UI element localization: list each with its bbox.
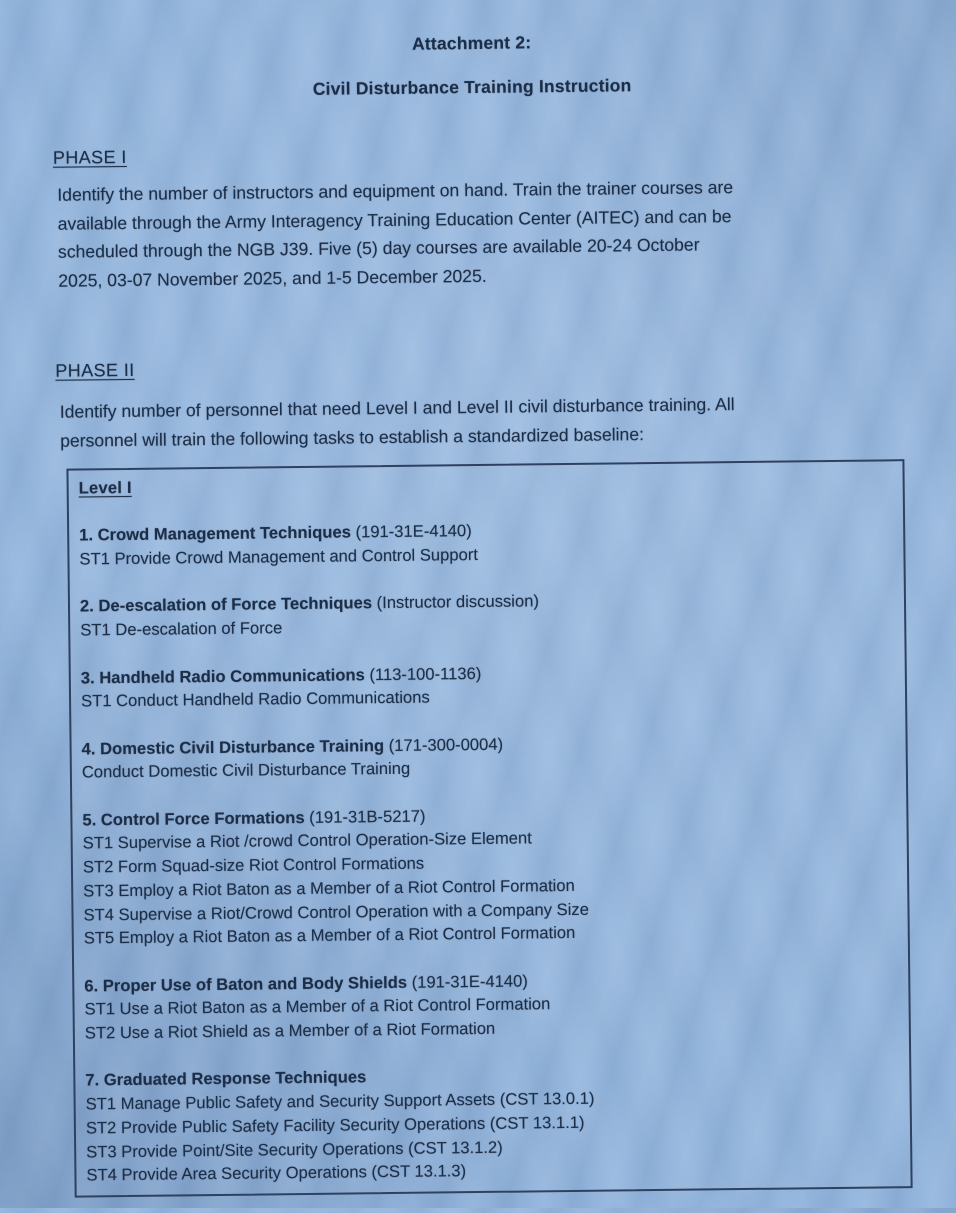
- training-item: [81, 657, 895, 714]
- paragraph-line: Identify the number of instructors and equipment on hand. Train the trainer courses are: [57, 171, 917, 209]
- training-item: [82, 799, 898, 950]
- item-title: 3. Handheld Radio Communications: [81, 665, 365, 687]
- item-title: 6. Proper Use of Baton and Body Shields: [84, 973, 407, 996]
- item-title: 1. Crowd Management Techniques: [79, 523, 351, 545]
- phase-1-paragraph: [57, 171, 918, 295]
- item-code: (191-31B-5217): [309, 806, 425, 826]
- item-code: (113-100-1136): [369, 664, 481, 684]
- task-line: ST3 Provide Point/Site Security Operations (CST 13.1.2): [86, 1131, 900, 1164]
- level-1-heading: Level I: [79, 467, 893, 500]
- item-code: (171-300-0004): [389, 734, 504, 754]
- paragraph-line: scheduled through the NGB J39. Five (5) day courses are available 20-24 October: [58, 228, 918, 266]
- item-title: 2. De-escalation of Force Techniques: [80, 594, 372, 616]
- item-code: (191-31E-4140): [355, 521, 471, 541]
- phase-2-heading: PHASE II: [55, 360, 134, 382]
- paragraph-line: personnel will train the following tasks to establish a standardized baseline:: [60, 417, 920, 455]
- paragraph-line: 2025, 03-07 November 2025, and 1-5 December 2025.: [58, 257, 918, 295]
- task-line: ST1 Use a Riot Baton as a Member of a Riot Control Formation: [84, 989, 898, 1022]
- task-line: ST1 Provide Crowd Management and Control Support: [79, 538, 893, 571]
- phase-1-heading: PHASE I: [53, 147, 127, 169]
- task-line: ST1 Manage Public Safety and Security Support Assets (CST 13.0.1): [86, 1083, 900, 1116]
- task-line: ST1 Supervise a Riot /crowd Control Operation-Size Element: [83, 823, 897, 856]
- task-line: ST4 Provide Area Security Operations (CST 13.1.3): [86, 1155, 900, 1188]
- training-item: [85, 1060, 900, 1188]
- paragraph-line: Identify number of personnel that need Level I and Level II civil disturbance training. All: [60, 388, 920, 426]
- item-title: 5. Control Force Formations: [82, 808, 304, 830]
- item-code: (191-31E-4140): [412, 971, 528, 991]
- task-line: ST3 Employ a Riot Baton as a Member of a Riot Control Formation: [83, 870, 897, 903]
- training-item: [79, 515, 893, 572]
- task-line: ST5 Employ a Riot Baton as a Member of a Riot Control Formation: [84, 918, 898, 951]
- task-line: ST2 Form Squad-size Riot Control Formations: [83, 846, 897, 879]
- phase-2-paragraph: [60, 388, 921, 455]
- item-title: 7. Graduated Response Techniques: [85, 1068, 366, 1090]
- training-item: [81, 728, 895, 785]
- document-title: Civil Disturbance Training Instruction: [0, 72, 950, 104]
- task-line: ST1 De-escalation of Force: [80, 609, 894, 642]
- training-item: [80, 586, 894, 643]
- task-line: Conduct Domestic Civil Disturbance Training: [82, 752, 896, 785]
- task-line: ST2 Use a Riot Shield as a Member of a Riot Formation: [85, 1012, 899, 1045]
- item-title: 4. Domestic Civil Disturbance Training: [82, 736, 385, 758]
- attachment-label: Attachment 2:: [0, 28, 950, 60]
- training-item: [84, 965, 899, 1045]
- task-line: ST1 Conduct Handheld Radio Communications: [81, 681, 895, 714]
- task-line: ST4 Supervise a Riot/Crowd Control Operation with a Company Size: [83, 894, 897, 927]
- task-line: ST2 Provide Public Safety Facility Security Operations (CST 13.1.1): [86, 1107, 900, 1140]
- item-code: (Instructor discussion): [377, 592, 540, 613]
- paragraph-line: available through the Army Interagency Training Education Center (AITEC) and can be: [57, 200, 917, 238]
- level-1-task-box: [66, 459, 912, 1197]
